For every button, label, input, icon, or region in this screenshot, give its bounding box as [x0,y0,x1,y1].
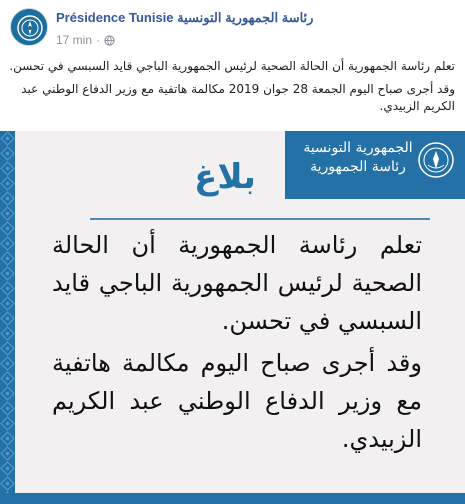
post-body [8,58,455,121]
post-paragraph: تعلم رئاسة الجمهورية أن الحالة الصحية لرئيس الجمهورية الباجي قايد السبسي في تحسن. [9,59,455,73]
globe-icon[interactable] [104,35,115,46]
post-timestamp[interactable]: 17 min [56,33,93,47]
emblem-icon [11,9,48,46]
notice-title: بلاغ [194,157,256,197]
notice-emblem-text: الجمهورية التونسية رئاسة الجمهورية [303,140,413,175]
notice-paragraph-1: تعلم رئاسة الجمهورية أن الحالة الصحية لرئيس الجمهورية الباجي قايد السبسي في تحسن. [52,231,422,335]
meta-separator: · [96,33,101,47]
post-header [0,0,465,56]
post-meta [56,33,115,47]
seal-icon [417,141,455,179]
notice-header-band [285,131,465,199]
notice-paragraph-2: وقد أجرى صباح اليوم مكالمة هاتفية مع وزير الدفاع الوطني عبد الكريم الزبيدي. [52,349,422,453]
page-name-link[interactable]: Présidence Tunisie رئاسة الجمهورية التونسية [56,10,314,25]
page-avatar[interactable] [10,8,48,46]
title-divider [90,218,430,220]
bottom-pattern-strip [0,493,465,504]
post-paragraph: وقد أجرى صباح اليوم الجمعة 28 جوان 2019 مكالمة هاتفية مع وزير الدفاع الوطني عبد الكريم الزبيدي. [21,82,455,113]
